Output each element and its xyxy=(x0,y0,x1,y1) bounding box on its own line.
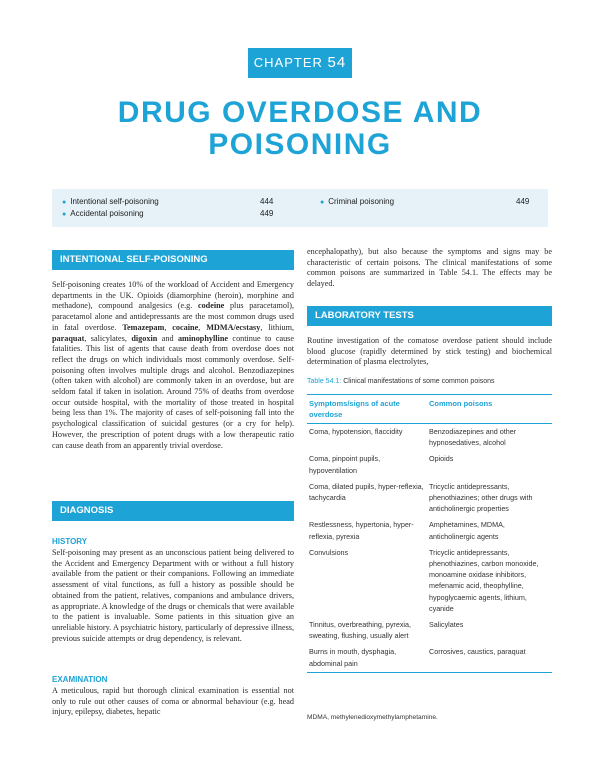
table-row xyxy=(307,517,552,544)
table-footnote: MDMA, methylenedioxymethylamphetamine. xyxy=(307,714,438,721)
poison-cell: Corrosives, caustics, paraquat xyxy=(427,644,552,672)
poison-cell: Salicylates xyxy=(429,620,464,630)
drug-name: paraquat xyxy=(52,333,85,343)
toc-item-label: Accidental poisoning xyxy=(70,209,144,218)
bullet-icon: ● xyxy=(62,199,67,206)
bullet-icon: ● xyxy=(62,211,67,218)
symptom-cell: Coma, pinpoint pupils, hypoventilation xyxy=(309,454,381,475)
poison-cell: Tricyclic antidepressants, phenothiazines, carbon monoxide, monoamine oxidase inhibitors, mefenamic acid, theophylline, hypoglycaemic agents, lithium, cyanide xyxy=(429,547,539,613)
drug-name: MDMA/ecstasy xyxy=(206,322,261,332)
toc-item-page: 444 xyxy=(260,197,274,206)
drug-name: cocaine xyxy=(172,322,199,332)
table-row xyxy=(307,479,552,518)
drug-name: digoxin xyxy=(131,333,158,343)
chapter-label xyxy=(248,48,352,78)
column-header-poisons: Common poisons xyxy=(427,395,552,424)
symptom-cell: Coma, dilated pupils, hyper-reflexia, tachycardia xyxy=(309,481,424,503)
table-row xyxy=(307,545,552,617)
table-header-row xyxy=(307,395,552,424)
text-run: and xyxy=(157,333,178,343)
toc-item-label: Intentional self-poisoning xyxy=(70,197,159,206)
symptom-cell: Tinnitus, overbreathing, pyrexia, sweating, flushing, usually alert xyxy=(309,620,412,641)
chapter-word: CHAPTER xyxy=(253,55,323,70)
text-run: plus paracetamol), paracetamol alone and antidepressants are the most common drugs used in fatal overdose. xyxy=(52,301,294,332)
history-paragraph: Self-poisoning may present as an unconscious patient being delivered to the Accident and Emergency Department with or without a full history available from the patient or their companions. Following an immediate assessment of vital functions, as full a history as possible should be obtained from the patient, relatives, companions and ambulance drivers, as appropriate. A knowledge of the drugs or chemicals that were available to the patient is invaluable. Some patients in this situation give an unreliable history. A psychiatric history, particularly of depressive illness, previous suicide attempts or drug dependency, is relevant. xyxy=(52,548,294,643)
drug-name: Temazepam xyxy=(122,322,165,332)
text-run: , lithium, xyxy=(260,322,295,332)
text-run: Self-poisoning creates 10% of the workload of Accident and Emergency departments in the UK. Opioids (diamorphine (heroin), morphine and methadone), compound analgesics (e.g. xyxy=(52,280,294,311)
toc-item[interactable] xyxy=(62,208,282,219)
text-run: , xyxy=(164,322,173,332)
bullet-icon: ● xyxy=(320,199,325,206)
subheading-examination: EXAMINATION xyxy=(52,675,108,684)
examination-paragraph: A meticulous, rapid but thorough clinical examination is essential not only to rule out other causes of coma or abnormal behaviour (e.g. head injury, epilepsy, diabetes, hepatic xyxy=(52,686,294,717)
table-label: Table 54.1: xyxy=(307,378,342,385)
chapter-contents-box xyxy=(52,189,548,227)
continued-paragraph: encephalopathy), but also because the symptoms and signs may be characteristic of certain poisons. The clinical manifestations of some common poisons are summarized in Table 54.1. The effects may be delayed. xyxy=(307,247,552,289)
toc-item-label: Criminal poisoning xyxy=(328,197,395,206)
text-run: , xyxy=(198,322,207,332)
clinical-manifestations-table xyxy=(307,394,552,673)
laboratory-paragraph: Routine investigation of the comatose overdose patient should include blood glucose (rapidly determined by stick testing) and biochemical determination of plasma electrolytes, xyxy=(307,336,552,367)
table-row xyxy=(307,451,552,478)
toc-item[interactable] xyxy=(62,196,282,207)
page-title-line1: DRUG OVERDOSE AND xyxy=(117,96,483,129)
table-row xyxy=(307,424,552,452)
table-row xyxy=(307,644,552,672)
symptom-cell: Restlessness, hypertonia, hyper-reflexia, pyrexia xyxy=(309,520,414,541)
section-heading-laboratory: LABORATORY TESTS xyxy=(307,306,552,326)
chapter-number: 54 xyxy=(327,54,347,71)
table-caption-text: Clinical manifestations of some common poisons xyxy=(343,378,495,385)
section-heading-diagnosis: DIAGNOSIS xyxy=(52,501,294,521)
section-heading-intentional: INTENTIONAL SELF-POISONING xyxy=(52,250,294,270)
page-title-line2: POISONING xyxy=(208,128,392,161)
poison-cell: Opioids xyxy=(429,454,454,464)
toc-item-page: 449 xyxy=(516,197,530,206)
text-run: continue to cause fatalities. This list of agents that cause death from overdose does not reflect the drugs on which individuals most commonly overdose. Self-poisoning often involves multiple drugs and alcohol. Benzodiazepines (often taken with alcohol) are commonly taken in an overdose, but are seldom fatal if taken in isolation. Around 75% of deaths from overdose occur outside hospital, with the mortality of those treated in hospital being less than 1%. The majority of cases of self-poisoning fall into the psychological classification of suicidal gestures (or a cry for help). However, the prescription of potent drugs with a low therapeutic ratio can cause death from an apparently trivial overdose. xyxy=(52,333,294,450)
symptom-cell: Convulsions xyxy=(309,547,349,557)
table-row xyxy=(307,617,552,644)
symptom-cell: Burns in mouth, dysphagia, abdominal pain xyxy=(307,644,427,672)
poison-cell: Amphetamines, MDMA, anticholinergic agents xyxy=(429,520,505,541)
poison-cell: Benzodiazepines and other hypnosedatives, alcohol xyxy=(429,427,517,448)
drug-name: codeine xyxy=(197,301,225,311)
column-header-symptoms: Symptoms/signs of acute overdose xyxy=(307,395,427,424)
drug-name: aminophylline xyxy=(177,333,229,343)
text-run: , salicylates, xyxy=(84,333,132,343)
toc-item-page: 449 xyxy=(260,209,274,218)
table-caption xyxy=(307,378,552,385)
toc-item[interactable] xyxy=(320,196,540,207)
intro-paragraph xyxy=(52,280,294,451)
symptom-cell: Coma, hypotension, flaccidity xyxy=(309,427,403,436)
poison-cell: Tricyclic antidepressants, phenothiazines; other drugs with anticholinergic properties xyxy=(429,481,533,514)
subheading-history: HISTORY xyxy=(52,537,88,546)
